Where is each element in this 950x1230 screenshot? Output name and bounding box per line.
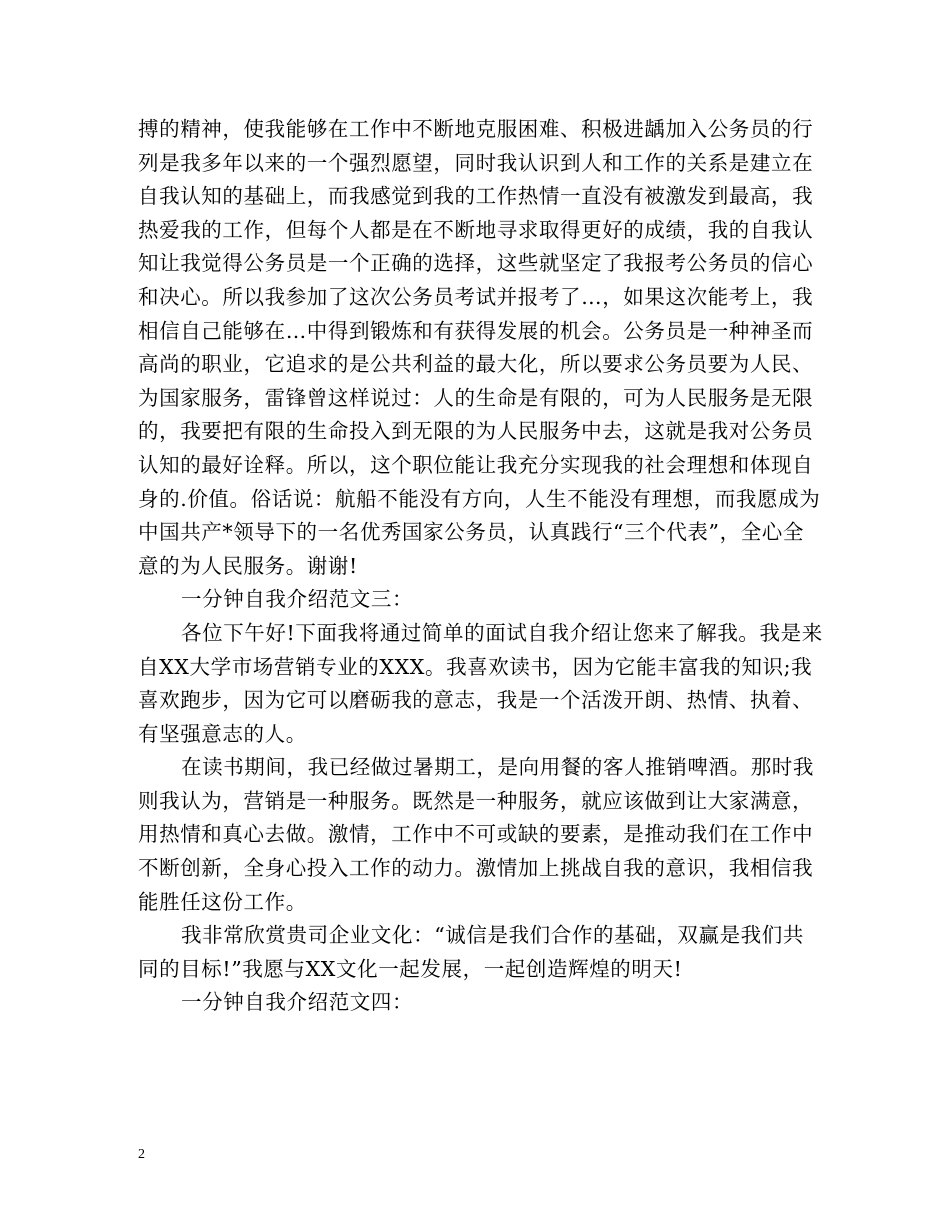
paragraph-experience: 在读书期间，我已经做过暑期工，是向用餐的客人推销啤酒。那时我则我认为，营销是一种服务。既然是一种服务，就应该做到让大家满意，用热情和真心去做。激情，工作中不可或缺的要素，是推动我们在工作中不断创新，全身心投入工作的动力。激情加上挑战自我的意识，我相信我能胜任这份工作。 xyxy=(138,755,814,914)
document-body xyxy=(138,113,824,1020)
heading-sample-three: 一分钟自我介绍范文三： xyxy=(181,587,414,612)
heading-sample-four: 一分钟自我介绍范文四： xyxy=(181,990,414,1015)
paragraph-continuation: 搏的精神，使我能够在工作中不断地克服困难、积极进龋加入公务员的行列是我多年以来的一个强烈愿望，同时我认识到人和工作的关系是建立在自我认知的基础上，而我感觉到我的工作热情一直没有被激发到最高，我热爱我的工作，但每个人都是在不断地寻求取得更好的成绩，我的自我认知让我觉得公务员是一个正确的选择，这些就坚定了我报考公务员的信心和决心。所以我参加了这次公务员考试并报考了…，如果这次能考上，我相信自己能够在…中得到锻炼和有获得发展的机会。公务员是一种神圣而高尚的职业，它追求的是公共利益的最大化，所以要求公务员要为人民、为国家服务，雷锋曾这样说过：人的生命是有限的，可为人民服务是无限的，我要把有限的生命投入到无限的为人民服务中去，这就是我对公务员认知的最好诠释。所以，这个职位能让我充分实现我的社会理想和体现自身的.价值。俗话说：航船不能没有方向，人生不能没有理想，而我愿成为中国共产*领导下的一名优秀国家公务员，认真践行“三个代表”，全心全意的为人民服务。谢谢! xyxy=(138,117,821,578)
paragraph-culture: 我非常欣赏贵司企业文化：“诚信是我们合作的基础，双赢是我们共同的目标!”我愿与XX文化一起发展，一起创造辉煌的明天! xyxy=(138,923,804,981)
page-number: 2 xyxy=(138,1147,145,1162)
paragraph-greeting: 各位下午好!下面我将通过简单的面试自我介绍让您来了解我。我是来自XX大学市场营销专业的XXX。我喜欢读书，因为它能丰富我的知识;我喜欢跑步，因为它可以磨砺我的意志，我是一个活泼开朗、热情、执着、有坚强意志的人。 xyxy=(138,620,823,746)
